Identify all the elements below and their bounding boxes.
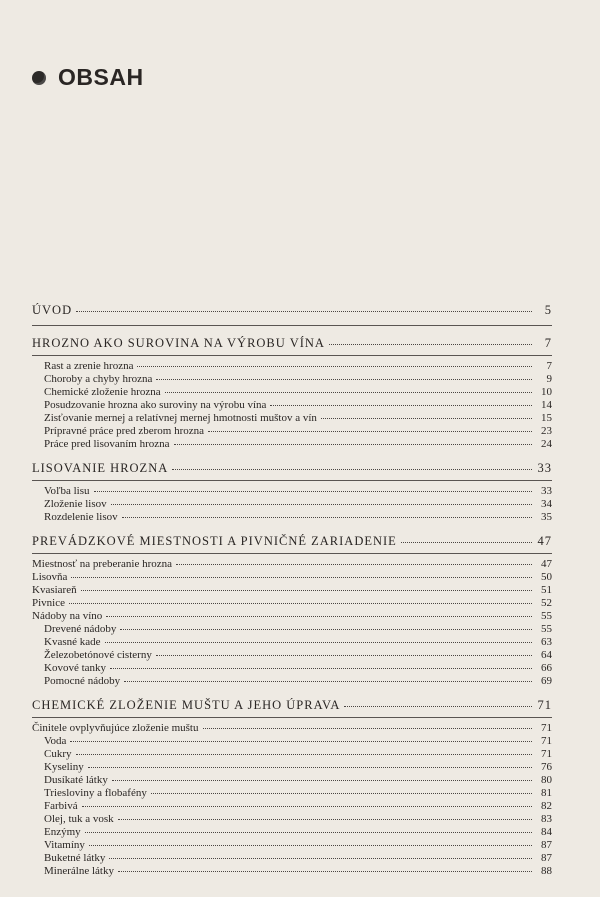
toc-leader-dots [329, 343, 532, 345]
toc-leader-dots [120, 628, 532, 630]
toc-entry-label: Zisťovanie mernej a relatívnej mernej hmotnosti muštov a vín [44, 412, 317, 424]
toc-leader-dots [401, 541, 532, 543]
page-heading [32, 64, 144, 91]
toc-entry-label: Práce pred lisovaním hrozna [44, 438, 170, 450]
toc-entry[interactable] [32, 735, 552, 748]
toc-entry[interactable] [32, 748, 552, 761]
toc-page-number: 24 [541, 438, 552, 450]
toc-page-number: 81 [541, 787, 552, 799]
toc-entry-label: Kyseliny [44, 761, 84, 773]
toc-leader-dots [76, 310, 532, 312]
toc-page-number: 55 [541, 623, 552, 635]
toc-entry-label: Pivnice [32, 597, 65, 609]
toc-section [32, 335, 552, 451]
toc-page-number: 71 [541, 722, 552, 734]
toc-entry[interactable] [32, 623, 552, 636]
toc-leader-dots [137, 365, 532, 367]
toc-entry[interactable] [32, 412, 552, 425]
toc-leader-dots [71, 576, 532, 578]
toc-page-number: 50 [541, 571, 552, 583]
toc-entry[interactable] [32, 610, 552, 623]
toc-leader-dots [156, 654, 532, 656]
toc-entry[interactable] [32, 485, 552, 498]
toc-page-number: 14 [541, 399, 552, 411]
toc-entry-label: Miestnosť na preberanie hrozna [32, 558, 173, 570]
toc-leader-dots [106, 615, 532, 617]
toc-leader-dots [109, 857, 532, 859]
toc-entry-label: Lisovňa [32, 571, 68, 583]
table-of-contents [32, 302, 552, 887]
toc-chapter-entry[interactable] [32, 335, 552, 352]
toc-entry-label: Voda [44, 735, 67, 747]
toc-entry-label: Vitamíny [44, 839, 85, 851]
toc-leader-dots [81, 589, 532, 591]
toc-entry[interactable] [32, 813, 552, 826]
toc-entry-label: Kvasiareň [32, 584, 77, 596]
toc-entry-label: Kvasné kade [44, 636, 101, 648]
toc-section [32, 302, 552, 326]
toc-leader-dots [151, 792, 532, 794]
toc-entry[interactable] [32, 865, 552, 878]
toc-entry[interactable] [32, 662, 552, 675]
toc-entry[interactable] [32, 360, 552, 373]
toc-leader-dots [165, 391, 532, 393]
toc-page-number: 87 [541, 839, 552, 851]
toc-entry[interactable] [32, 498, 552, 511]
toc-leader-dots [270, 404, 532, 406]
toc-page-number: 51 [541, 584, 552, 596]
toc-page-number: 71 [541, 735, 552, 747]
toc-entry[interactable] [32, 722, 552, 735]
toc-divider [32, 355, 552, 356]
toc-entry[interactable] [32, 826, 552, 839]
toc-entry[interactable] [32, 852, 552, 865]
toc-page-number: 10 [541, 386, 552, 398]
toc-chapter-entry[interactable] [32, 533, 552, 550]
toc-page-number: 33 [541, 485, 552, 497]
toc-leader-dots [156, 378, 532, 380]
toc-entry[interactable] [32, 675, 552, 688]
toc-entry-label: Rast a zrenie hrozna [44, 360, 134, 372]
toc-leader-dots [124, 680, 532, 682]
toc-entry[interactable] [32, 438, 552, 451]
toc-leader-dots [344, 705, 532, 707]
toc-entry[interactable] [32, 386, 552, 399]
toc-entry-label: Posudzovanie hrozna ako suroviny na výrobu vína [44, 399, 267, 411]
toc-page-number: 66 [541, 662, 552, 674]
toc-entry-label: Činitele ovplyvňujúce zloženie muštu [32, 722, 199, 734]
toc-page-number: 55 [541, 610, 552, 622]
toc-entry[interactable] [32, 787, 552, 800]
toc-page-number: 5 [544, 303, 552, 317]
toc-leader-dots [172, 468, 532, 470]
toc-entry[interactable] [32, 425, 552, 438]
toc-chapter-entry[interactable] [32, 460, 552, 477]
toc-leader-dots [88, 766, 532, 768]
toc-entry-label: Prípravné práce pred zberom hrozna [44, 425, 205, 437]
toc-leader-dots [174, 443, 532, 445]
toc-page-number: 71 [541, 748, 552, 760]
toc-page-number: 52 [541, 597, 552, 609]
toc-entry[interactable] [32, 800, 552, 813]
toc-page-number: 69 [541, 675, 552, 687]
toc-entry-label: Dusíkaté látky [44, 774, 108, 786]
toc-entry-label: Zloženie lisov [44, 498, 107, 510]
toc-page-number: 23 [541, 425, 552, 437]
toc-entry[interactable] [32, 649, 552, 662]
toc-leader-dots [118, 870, 532, 872]
toc-leader-dots [105, 641, 532, 643]
toc-leader-dots [208, 430, 532, 432]
toc-entry-label: Rozdelenie lisov [44, 511, 118, 523]
toc-entry[interactable] [32, 597, 552, 610]
toc-page-number: 88 [541, 865, 552, 877]
toc-entry-label: Drevené nádoby [44, 623, 117, 635]
toc-page-number: 83 [541, 813, 552, 825]
toc-page-number: 47 [537, 534, 552, 548]
toc-leader-dots [112, 779, 532, 781]
toc-page-number: 7 [544, 336, 552, 350]
toc-section [32, 460, 552, 524]
toc-entry[interactable] [32, 839, 552, 852]
toc-page-number: 7 [546, 360, 552, 372]
toc-chapter-title: ÚVOD [32, 303, 73, 317]
toc-leader-dots [85, 831, 532, 833]
toc-chapter-entry[interactable] [32, 302, 552, 319]
toc-entry-label: Minerálne látky [44, 865, 114, 877]
toc-page-number: 9 [546, 373, 552, 385]
toc-leader-dots [203, 727, 533, 729]
toc-leader-dots [70, 740, 532, 742]
toc-entry[interactable] [32, 761, 552, 774]
toc-chapter-title: CHEMICKÉ ZLOŽENIE MUŠTU A JEHO ÚPRAVA [32, 698, 341, 712]
toc-page-number: 15 [541, 412, 552, 424]
toc-section [32, 697, 552, 878]
page-title: OBSAH [58, 64, 144, 90]
toc-leader-dots [94, 490, 532, 492]
toc-divider [32, 553, 552, 554]
toc-entry-label: Voľba lisu [44, 485, 90, 497]
toc-leader-dots [118, 818, 532, 820]
toc-entry-label: Olej, tuk a vosk [44, 813, 114, 825]
toc-entry-label: Nádoby na víno [32, 610, 103, 622]
toc-entry-label: Triesloviny a flobafény [44, 787, 147, 799]
toc-leader-dots [76, 753, 533, 755]
toc-entry[interactable] [32, 774, 552, 787]
toc-entry-label: Choroby a chyby hrozna [44, 373, 153, 385]
toc-entry[interactable] [32, 558, 552, 571]
toc-entry[interactable] [32, 636, 552, 649]
toc-entry-label: Pomocné nádoby [44, 675, 121, 687]
toc-entry[interactable] [32, 373, 552, 386]
toc-page-number: 84 [541, 826, 552, 838]
toc-page-number: 82 [541, 800, 552, 812]
toc-divider [32, 717, 552, 718]
toc-page-number: 87 [541, 852, 552, 864]
toc-entry-label: Buketné látky [44, 852, 106, 864]
toc-entry[interactable] [32, 571, 552, 584]
toc-entry[interactable] [32, 584, 552, 597]
toc-chapter-title: LISOVANIE HROZNA [32, 461, 169, 475]
toc-page-number: 47 [541, 558, 552, 570]
toc-entry[interactable] [32, 511, 552, 524]
toc-chapter-title: HROZNO AKO SUROVINA NA VÝROBU VÍNA [32, 336, 325, 350]
toc-page-number: 35 [541, 511, 552, 523]
toc-page-number: 63 [541, 636, 552, 648]
toc-entry-label: Kovové tanky [44, 662, 107, 674]
toc-entry-label: Cukry [44, 748, 72, 760]
toc-page-number: 71 [537, 698, 552, 712]
toc-leader-dots [69, 602, 532, 604]
toc-page-number: 33 [537, 461, 552, 475]
toc-chapter-entry[interactable] [32, 697, 552, 714]
toc-page-number: 34 [541, 498, 552, 510]
toc-entry-label: Enzýmy [44, 826, 81, 838]
toc-leader-dots [111, 503, 532, 505]
toc-entry-label: Chemické zloženie hrozna [44, 386, 161, 398]
toc-chapter-title: PREVÁDZKOVÉ MIESTNOSTI A PIVNIČNÉ ZARIADENIE [32, 534, 397, 548]
toc-entry-label: Farbivá [44, 800, 78, 812]
toc-section [32, 533, 552, 688]
toc-entry[interactable] [32, 399, 552, 412]
toc-leader-dots [176, 563, 532, 565]
toc-divider [32, 325, 552, 326]
toc-leader-dots [82, 805, 532, 807]
toc-leader-dots [89, 844, 532, 846]
toc-leader-dots [321, 417, 532, 419]
toc-leader-dots [110, 667, 532, 669]
toc-entry-label: Železobetónové cisterny [44, 649, 152, 661]
toc-divider [32, 480, 552, 481]
bullet-icon [32, 71, 46, 85]
toc-page-number: 76 [541, 761, 552, 773]
toc-leader-dots [122, 516, 532, 518]
toc-page-number: 80 [541, 774, 552, 786]
toc-page-number: 64 [541, 649, 552, 661]
